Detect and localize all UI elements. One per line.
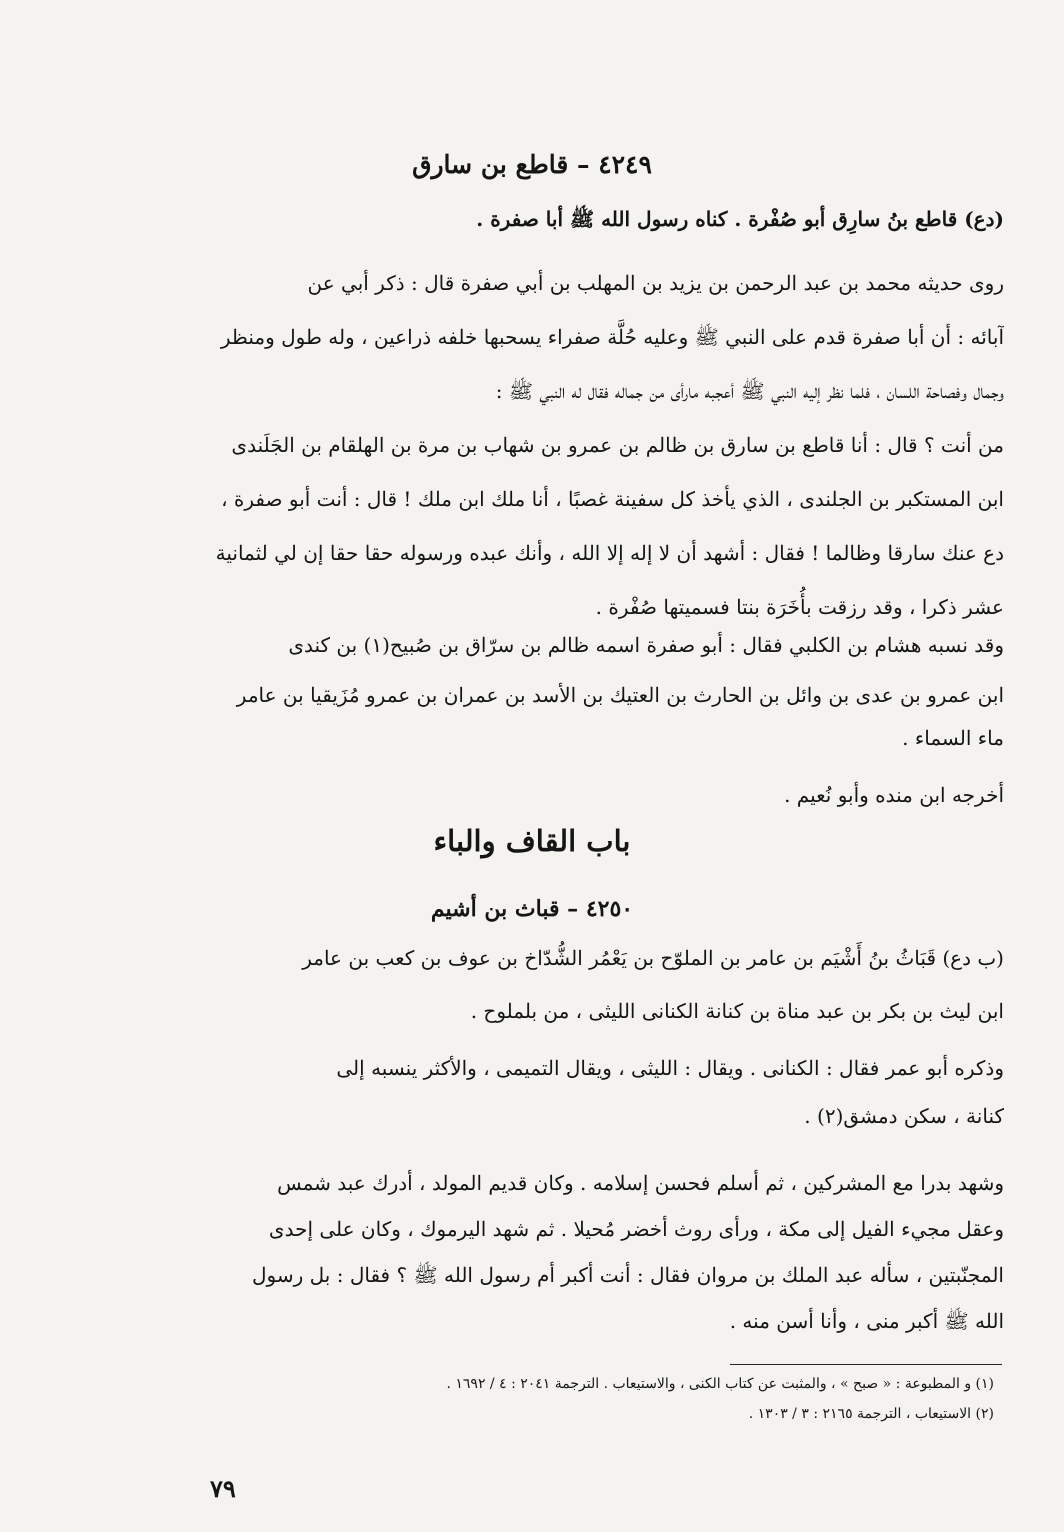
entry-4249-paragraph-1 [144,256,1004,634]
text-line: أخرجه ابن منده وأبو نُعيم . [784,783,1004,807]
text-line: آبائه : أن أبا صفرة قدم على النبي ﷺ وعليه حُلَّة صفراء يسحبها خلفه ذراعين ، وله طول ومنظر [220,325,1004,349]
text-line: ماء السماء . [902,726,1004,750]
footnote-2: (٢) الاستيعاب ، الترجمة ٢١٦٥ : ٣ / ١٣٠٣ . [748,1406,994,1422]
text-line: ابن المستكبر بن الجلندى ، الذي يأخذ كل سفينة غصبًا ، أنا ملك ابن ملك ! قال : أنت أبو صفرة ، [221,487,1004,511]
page-number: ٧٩ [210,1474,236,1503]
entry-4250-paragraph-2 [144,1160,1004,1344]
entry-4249-intro [144,192,1004,246]
text-line: (دع) قاطع بنُ سارِق أبو صُفْرة . كناه رسول الله ﷺ أبا صفرة . [476,207,1004,231]
text-line: ابن عمرو بن عدى بن وائل بن الحارث بن العتيك بن الأسد بن عمران بن عمرو مُزَيقيا بن عامر [236,683,1004,707]
text-line: دع عنك سارقا وظالما ! فقال : أشهد أن لا إله إلا الله ، وأنك عبده ورسوله حقا حقا إن لي لثمانية [215,541,1004,565]
entry-4250-intro [144,930,1004,1036]
text-line: وقد نسبه هشام بن الكلبي فقال : أبو صفرة اسمه ظالم بن سرّاق بن صُبيح(١) بن كندى [288,633,1004,657]
text-line: المجنّبتين ، سأله عبد الملك بن مروان فقال : أنت أكبر أم رسول الله ﷺ ؟ فقال : بل رسول [252,1263,1004,1287]
text-line: عشر ذكرا ، وقد رزقت بأُخَرَة بنتا فسميتها صُفْرة . [595,595,1004,619]
footnote-1: (١) و المطبوعة : « صبح » ، والمثبت عن كتاب الكنى ، والاستيعاب . الترجمة ٢٠٤١ : ٤ / ١٦٩٢ . [446,1376,994,1392]
footnote-separator [730,1364,1002,1365]
text-line: وشهد بدرا مع المشركين ، ثم أسلم فحسن إسلامه . وكان قديم المولد ، أدرك عبد شمس [277,1171,1004,1195]
entry-4249-paragraph-2 [144,618,1004,758]
text-line: كنانة ، سكن دمشق(٢) . [804,1104,1004,1128]
entry-title-4250: ٤٢٥٠ – قباث بن أشيم [430,896,634,922]
text-line: ابن ليث بن بكر بن عبد مناة بن كنانة الكنانى الليثى ، من بلملوح . [470,999,1004,1023]
text-line: وجمال وفصاحة اللسان ، فلما نظر إليه النبي ﷺ أعجبه مارأى من جماله فقال له النبي ﷺ : [495,379,1004,403]
entry-4249-paragraph-3 [144,768,1004,822]
text-line: روى حديثه محمد بن عبد الرحمن بن يزيد بن المهلب بن أبي صفرة قال : ذكر أبي عن [307,271,1004,295]
entry-4250-paragraph-1 [144,1044,1004,1140]
text-line: وذكره أبو عمر فقال : الكنانى . ويقال : الليثى ، ويقال التميمى ، والأكثر ينسبه إلى [336,1056,1004,1080]
text-line: (ب دع) قَبَاثُ بنُ أَشْيَم بن عامر بن الملوّح بن يَعْمُر الشُّدّاخ بن عوف بن كعب بن عامر [302,946,1004,970]
text-line: الله ﷺ أكبر منى ، وأنا أسن منه . [729,1309,1004,1333]
entry-title-4249: ٤٢٤٩ – قاطع بن سارق [412,150,652,179]
text-line: من أنت ؟ قال : أنا قاطع بن سارق بن ظالم بن عمرو بن شهاب بن مرة بن الهلقام بن الجَلَندى [231,433,1004,457]
text-line: وعقل مجيء الفيل إلى مكة ، ورأى روث أخضر مُحيلا . ثم شهد اليرموك ، وكان على إحدى [268,1217,1004,1241]
section-title: باب القاف والباء [433,824,631,858]
